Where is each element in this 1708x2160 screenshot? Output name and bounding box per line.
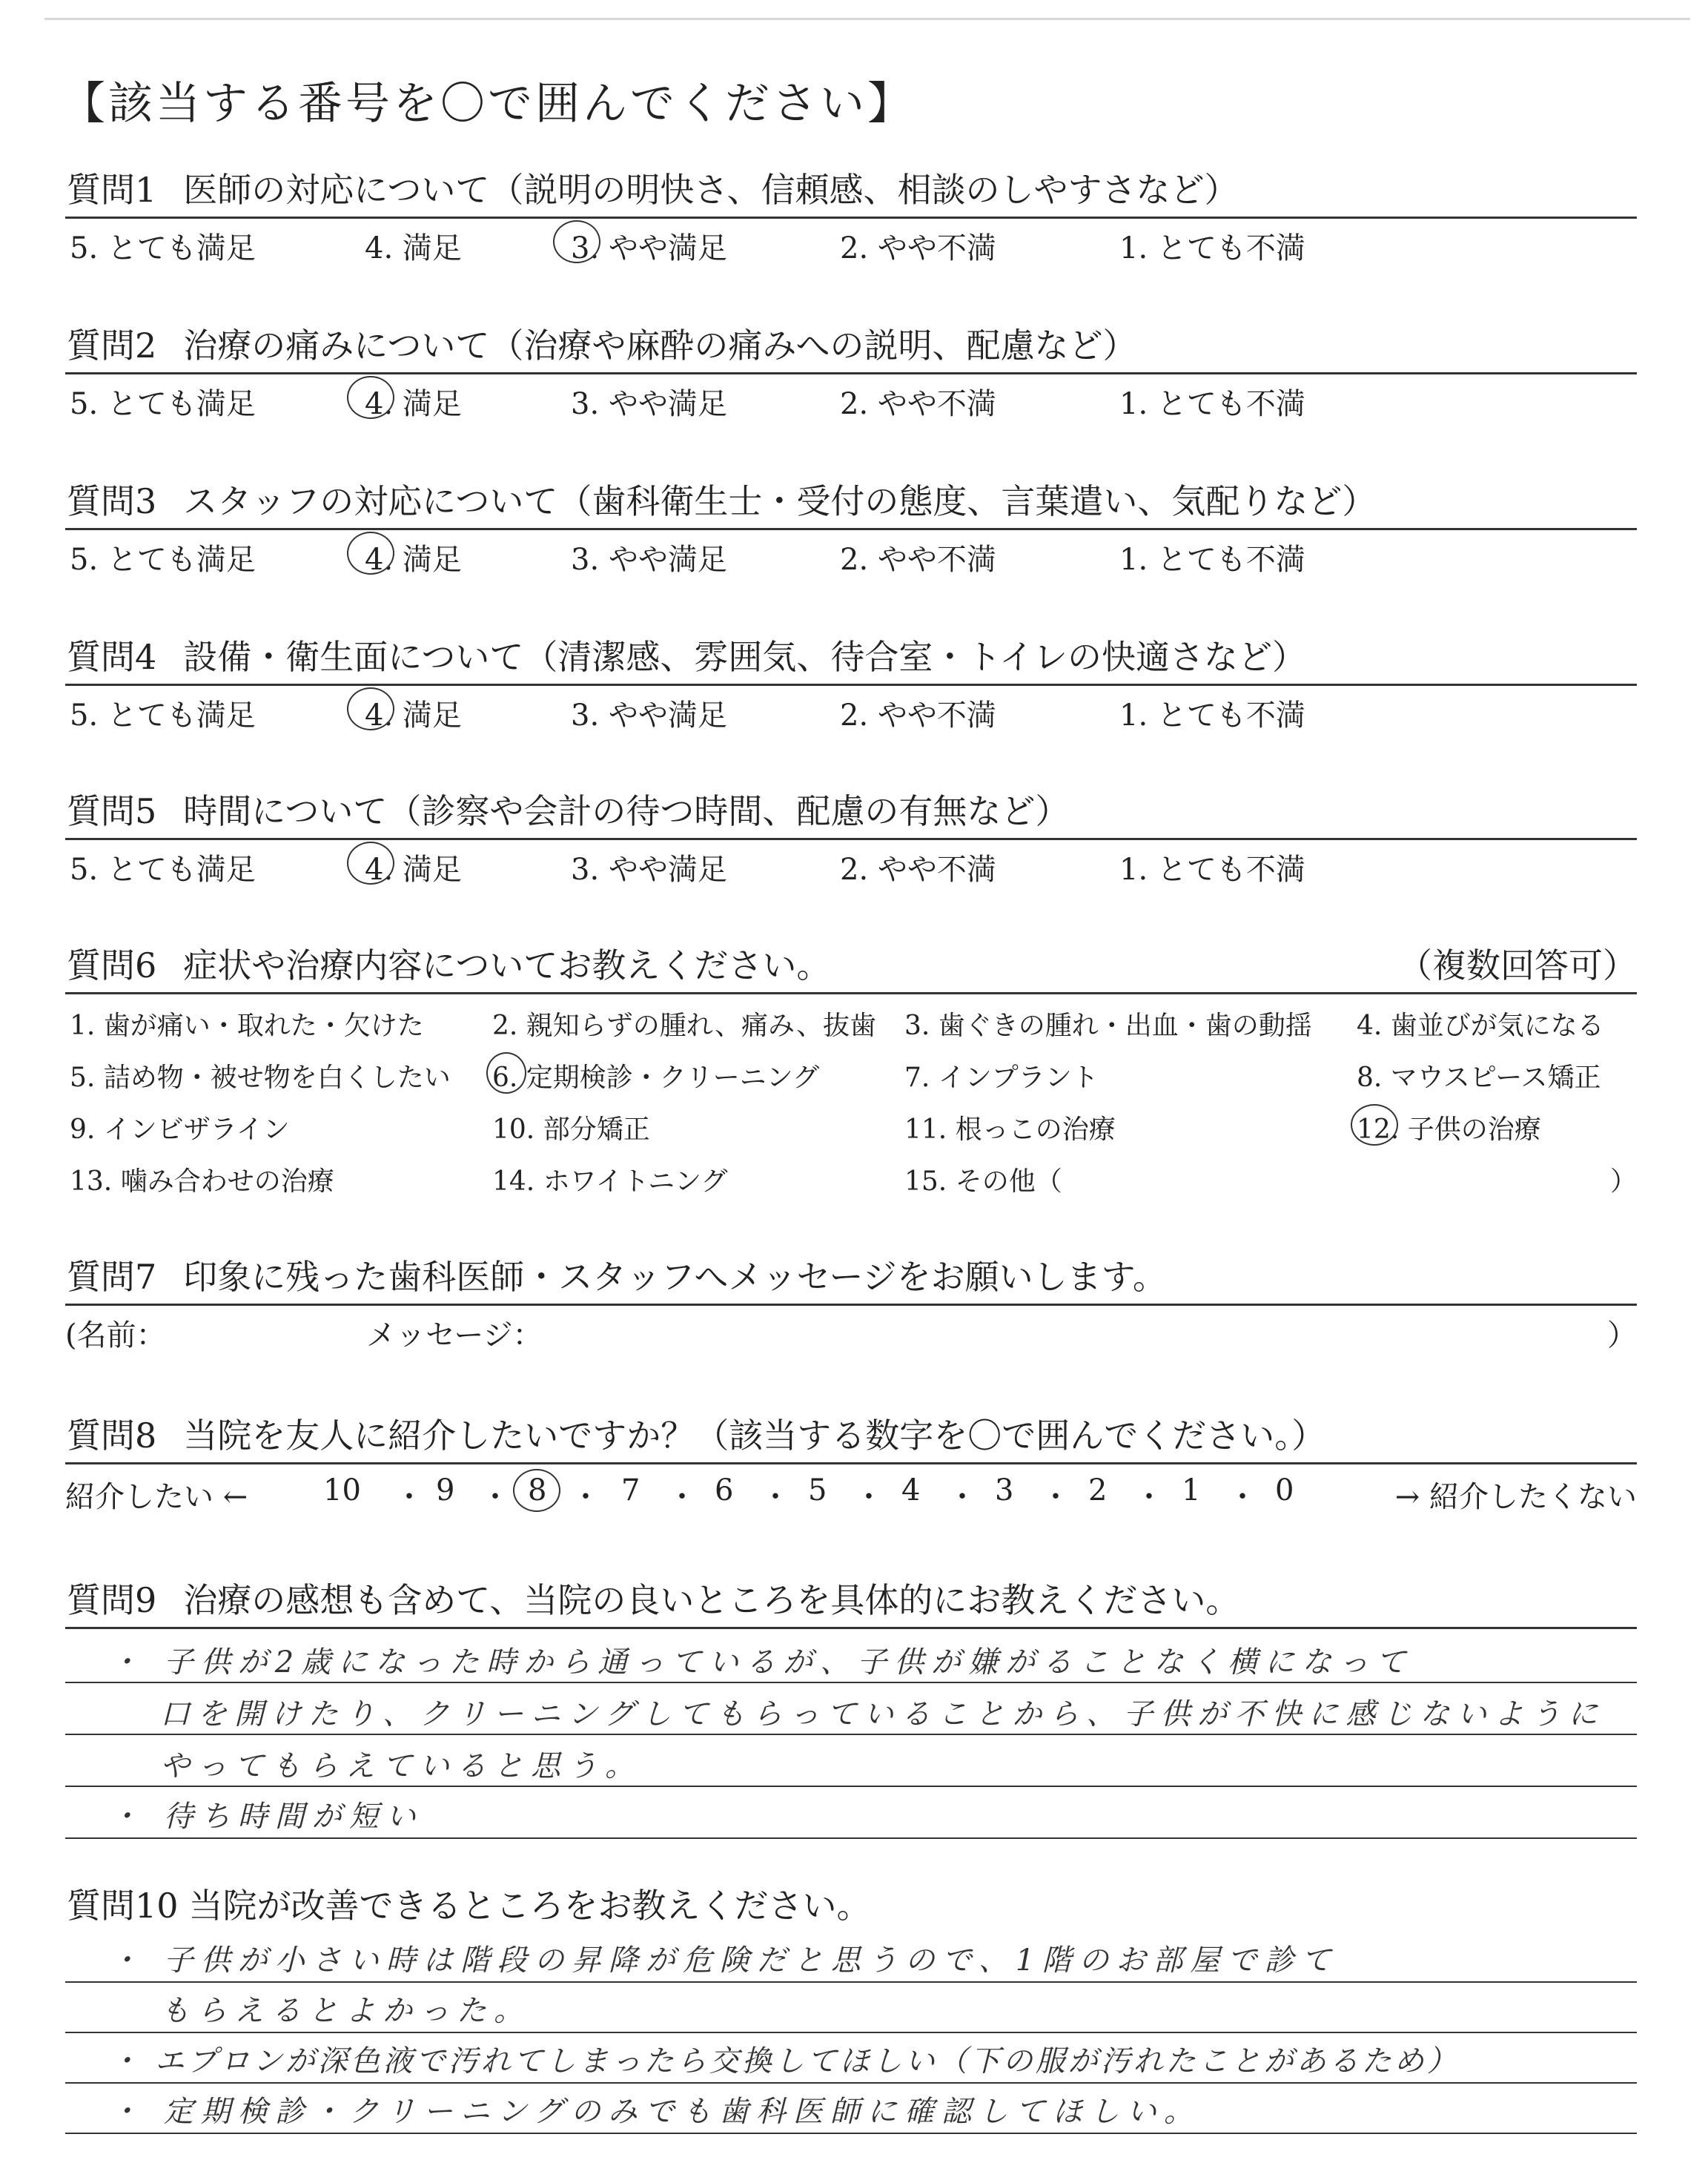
answer-rule [65, 1734, 1637, 1735]
answer-line-2: 口を開けたり、クリーニングしてもらっていることから、子供が不快に感じないように [160, 1697, 1606, 1731]
answer-rule [65, 2082, 1637, 2084]
rule-line [65, 1627, 1637, 1629]
scale-dot: ・ [854, 1480, 884, 1514]
selection-circle [553, 220, 600, 263]
name-label: (名前： [65, 1318, 166, 1353]
question-text: 医師の対応について（説明の明快さ、信頼感、相談のしやすさなど） [183, 170, 1239, 210]
question-number: 質問7 [67, 1257, 157, 1297]
option-5[interactable]: 5. とても満足 [70, 231, 256, 265]
question-number: 質問10 [67, 1886, 179, 1926]
treatment-options [65, 994, 1637, 1209]
question-number: 質問8 [67, 1416, 157, 1456]
question-4 [65, 635, 1637, 733]
option-5[interactable]: 5. 詰め物・被せ物を白くしたい [70, 1063, 451, 1093]
scale-dot: ・ [480, 1480, 510, 1514]
answer-rule [65, 1981, 1637, 1983]
option-3[interactable]: 3. やや満足 [571, 543, 727, 577]
option-5[interactable]: 5. とても満足 [70, 543, 256, 577]
question-text: 設備・衛生面について（清潔感、雰囲気、待合室・トイレの快適さなど） [183, 637, 1307, 677]
scale-1[interactable]: 1 [1182, 1473, 1201, 1507]
answer-line-1: ・ 子供が小さい時は階段の昇降が危険だと思うので、1階のお部屋で診て [110, 1943, 1339, 1978]
option-2[interactable]: 2. やや不満 [840, 387, 996, 421]
scale-dot: ・ [1134, 1480, 1164, 1514]
question-heading [65, 789, 1637, 833]
question-heading [65, 1578, 1637, 1622]
scale-5[interactable]: 5 [808, 1473, 827, 1507]
question-heading [65, 1883, 1637, 1928]
question-9 [65, 1578, 1637, 1834]
question-heading [65, 943, 1637, 988]
selection-circle [486, 1052, 526, 1094]
option-2[interactable]: 2. やや不満 [840, 543, 996, 577]
option-1[interactable]: 1. とても不満 [1119, 387, 1305, 421]
scale-right-label: → 紹介したくない [1394, 1480, 1637, 1514]
option-4[interactable]: 4. 満足 [365, 387, 462, 421]
option-2[interactable]: 2. 親知らずの腫れ、痛み、抜歯 [492, 1011, 877, 1041]
question-8 [65, 1413, 1637, 1516]
scale-3[interactable]: 3 [995, 1473, 1014, 1507]
option-1[interactable]: 1. とても不満 [1119, 698, 1305, 733]
option-13[interactable]: 13. 噛み合わせの治療 [70, 1166, 334, 1197]
answer-line-2: もらえるとよかった。 [160, 1994, 531, 2028]
option-2[interactable]: 2. やや不満 [840, 698, 996, 733]
question-text: 印象に残った歯科医師・スタッフへメッセージをお願いします。 [183, 1257, 1167, 1297]
question-10 [65, 1883, 1637, 2129]
option-3[interactable]: 3. やや満足 [571, 387, 727, 421]
answer-line-4: ・ 待ち時間が短い [110, 1800, 423, 1834]
option-3[interactable]: 3. やや満足 [571, 853, 727, 887]
selection-circle [1351, 1104, 1398, 1146]
multiple-answers-note: （複数回答可） [1398, 945, 1637, 985]
option-1[interactable]: 1. とても不満 [1119, 543, 1305, 577]
scale-dot: ・ [571, 1480, 600, 1514]
handwritten-answer [65, 1631, 1637, 1846]
page-title: 【該当する番号を〇で囲んでください】 [61, 78, 915, 130]
rating-options [65, 840, 1637, 885]
other-close-paren: ） [1609, 1166, 1637, 1197]
scale-10[interactable]: 10 [323, 1473, 361, 1507]
handwritten-answer [65, 1932, 1637, 2155]
question-text: 当院が改善できるところをお教えください。 [188, 1886, 871, 1926]
option-2[interactable]: 2. やや不満 [840, 853, 996, 887]
question-heading [65, 323, 1637, 368]
question-6 [65, 943, 1637, 1209]
question-7 [65, 1255, 1637, 1353]
question-number: 質問3 [67, 481, 157, 521]
question-number: 質問6 [67, 945, 157, 985]
question-5 [65, 789, 1637, 885]
option-4[interactable]: 4. 歯並びが気になる [1357, 1011, 1604, 1041]
scale-6[interactable]: 6 [715, 1473, 734, 1507]
rating-options [65, 374, 1637, 419]
question-number: 質問4 [67, 637, 157, 677]
message-label: メッセージ： [366, 1318, 543, 1353]
option-1[interactable]: 1. とても不満 [1119, 231, 1305, 265]
scale-left-label: 紹介したい ← [65, 1480, 248, 1514]
option-7[interactable]: 7. インプラント [904, 1063, 1099, 1093]
option-9[interactable]: 9. インビザライン [70, 1114, 290, 1145]
scale-0[interactable]: 0 [1275, 1473, 1294, 1507]
option-3[interactable]: 3. 歯ぐきの腫れ・出血・歯の動揺 [904, 1011, 1312, 1041]
answer-rule [65, 1837, 1637, 1839]
question-heading [65, 1255, 1637, 1299]
scale-dot: ・ [947, 1480, 977, 1514]
option-4[interactable]: 4. 満足 [365, 853, 462, 887]
scale-7[interactable]: 7 [621, 1473, 640, 1507]
option-11[interactable]: 11. 根っこの治療 [904, 1114, 1116, 1145]
scale-dot: ・ [667, 1480, 697, 1514]
option-8[interactable]: 8. マウスピース矯正 [1357, 1063, 1601, 1093]
scale-dot: ・ [1041, 1480, 1070, 1514]
question-3 [65, 479, 1637, 575]
selection-circle [347, 687, 394, 730]
recommend-scale [65, 1464, 1637, 1516]
top-border [44, 18, 1690, 20]
option-14[interactable]: 14. ホワイトニング [492, 1166, 728, 1197]
answer-line-1: ・ 子供が2歳になった時から通っているが、子供が嫌がることなく横になって [110, 1645, 1414, 1680]
option-3[interactable]: 3. やや満足 [571, 698, 727, 733]
question-number: 質問1 [67, 170, 157, 210]
question-number: 質問5 [67, 791, 157, 831]
message-close-paren: ） [1607, 1318, 1637, 1353]
answer-line-4: ・ 定期検診・クリーニングのみでも歯科医師に確認してほしい。 [110, 2095, 1201, 2129]
scale-dot: ・ [1228, 1480, 1257, 1514]
question-1 [65, 168, 1637, 263]
answer-rule [65, 1682, 1637, 1683]
scale-9[interactable]: 9 [436, 1473, 455, 1507]
selection-circle [347, 532, 394, 575]
option-1[interactable]: 1. とても不満 [1119, 853, 1305, 887]
rating-options [65, 530, 1637, 575]
rating-options [65, 686, 1637, 733]
option-5[interactable]: 5. とても満足 [70, 698, 256, 733]
selection-circle [347, 842, 394, 885]
answer-rule [65, 2032, 1637, 2033]
option-5[interactable]: 5. とても満足 [70, 853, 256, 887]
question-text: 治療の感想も含めて、当院の良いところを具体的にお教えください。 [183, 1580, 1240, 1620]
question-number: 質問9 [67, 1580, 157, 1620]
selection-circle [347, 376, 394, 419]
question-2 [65, 323, 1637, 419]
option-2[interactable]: 2. やや不満 [840, 231, 996, 265]
option-4[interactable]: 4. 満足 [365, 231, 462, 265]
option-1[interactable]: 1. 歯が痛い・取れた・欠けた [70, 1011, 424, 1041]
question-heading [65, 168, 1637, 212]
scale-dot: ・ [394, 1480, 424, 1514]
question-heading [65, 1413, 1637, 1458]
question-text: 当院を友人に紹介したいですか？（該当する数字を〇で囲んでください。） [183, 1416, 1326, 1456]
option-3[interactable]: 3. やや満足 [571, 231, 727, 265]
scale-4[interactable]: 4 [901, 1473, 921, 1507]
selection-circle [513, 1469, 560, 1512]
question-heading [65, 479, 1637, 524]
question-number: 質問2 [67, 326, 157, 366]
option-4[interactable]: 4. 満足 [365, 698, 462, 733]
scale-dot: ・ [761, 1480, 790, 1514]
answer-line-3: ・ エプロンが深色液で汚れてしまったら交換してほしい（下の服が汚れたことがあるため） [110, 2044, 1460, 2078]
question-text: 時間について（診察や会計の待つ時間、配慮の有無など） [183, 791, 1070, 831]
option-10[interactable]: 10. 部分矯正 [492, 1114, 650, 1145]
question-text: 治療の痛みについて（治療や麻酔の痛みへの説明、配慮など） [183, 326, 1137, 366]
answer-rule [65, 1786, 1637, 1787]
question-text: 症状や治療内容についてお教えください。 [183, 945, 831, 985]
question-text: スタッフの対応について（歯科衛生士・受付の態度、言葉遣い、気配りなど） [183, 481, 1377, 521]
scale-8[interactable]: 8 [528, 1473, 547, 1507]
answer-line-3: やってもらえていると思う。 [160, 1749, 642, 1783]
message-fields [65, 1306, 1637, 1353]
rating-options [65, 219, 1637, 263]
option-12[interactable]: 12. 子供の治療 [1357, 1114, 1541, 1145]
option-6[interactable]: 6. 定期検診・クリーニング [492, 1063, 820, 1093]
question-heading [65, 635, 1637, 679]
option-15[interactable]: 15. その他（ [904, 1166, 1062, 1197]
option-4[interactable]: 4. 満足 [365, 543, 462, 577]
scale-2[interactable]: 2 [1088, 1473, 1108, 1507]
option-5[interactable]: 5. とても満足 [70, 387, 256, 421]
answer-rule [65, 2133, 1637, 2134]
